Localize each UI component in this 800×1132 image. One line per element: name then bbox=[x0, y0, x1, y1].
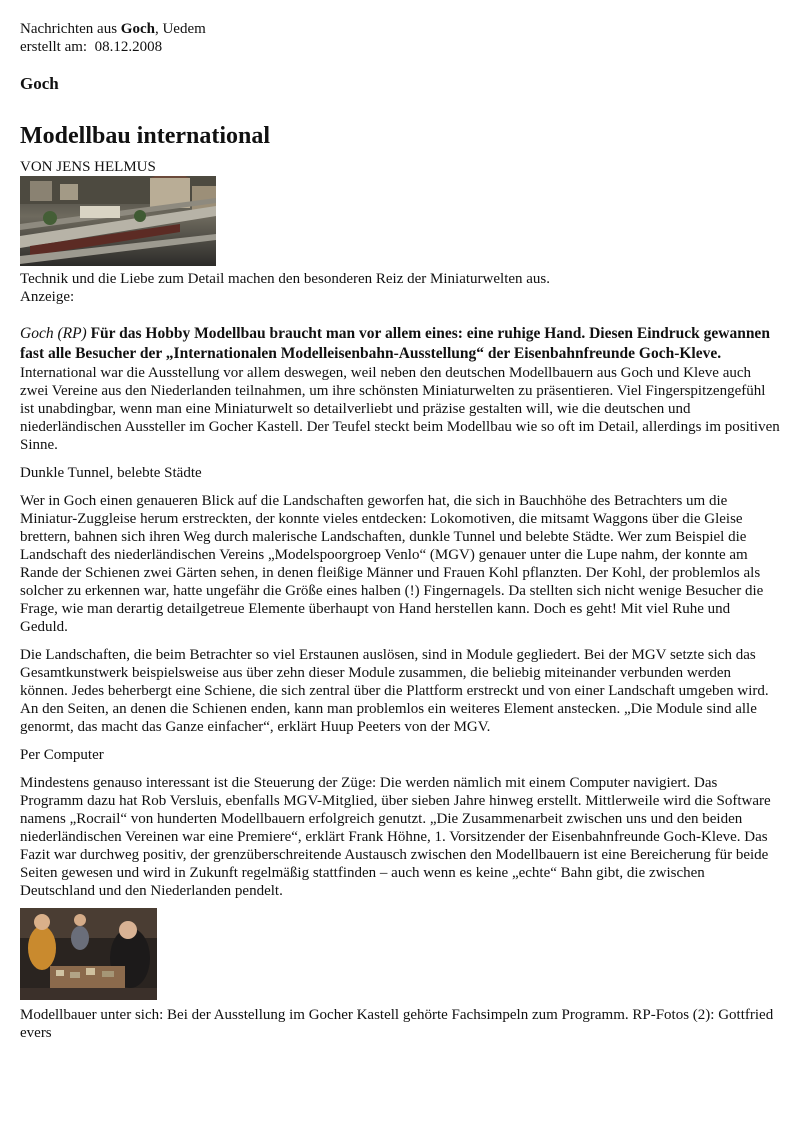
paragraph-2: Wer in Goch einen genaueren Blick auf die Landschaften geworfen hat, die sich in Bauchhöhe des Betrachters um die Miniatur-Zuggleise herum erstreckten, der konnte vieles entdecken: Lokomotiven, die mitsamt Waggons über die Gleise brettern, bahnen sich ihren Weg durch malerische Landschaften, dunkle Tunnel und belebte Städte. Wer zum Beispiel die Landschaft des niederländischen Vereins „Modelspoorgroep Venlo“ (MGV) genauer unter die Lupe nahm, der konnte am Rande der Schienen zwei Gärten sehen, in denen fleißige Männer und Frauen Kohl pflanzten. Der Kohl, der problemlos als solcher zu erkennen war, hatte ungefähr die Größe eines halben (!) Fingernagels. Da stellten sich nicht wenige Besucher die Frage, wie man derartig detailgetreue Elemente überhaupt von Hand herstellen kann. Doch es geht! Mit viel Ruhe und Geduld. bbox=[20, 493, 764, 635]
subheading-2: Per Computer bbox=[20, 747, 104, 763]
section-title: Goch bbox=[20, 74, 59, 93]
created-line bbox=[20, 38, 780, 56]
lead-text: Für das Hobby Modellbau braucht man vor allem eines: eine ruhige Hand. Diesen Eindruck gewannen fast alle Besucher der „Internationalen Modelleisenbahn-Ausstellung“ der Eisenbahnfreunde Goch-Kleve. bbox=[20, 325, 770, 362]
paragraph-3: Die Landschaften, die beim Betrachter so viel Erstaunen auslösen, sind in Module gegliedert. Bei der MGV setzte sich das Gesamtkunstwerk beispielsweise aus über zehn dieser Module zusammen, die beliebig miteinander verbunden werden können. Jedes beherbergt eine Schiene, die sich zentral über die Plattform erstreckt und von einer Landschaft umgeben wird. An den Seiten, an denen die Schienen enden, kann man problemlos ein weiteres Element anstecken. „Die Module sind alle genormt, das macht das Ganze einfacher“, erklärt Huup Peeters von der MGV. bbox=[20, 647, 769, 735]
modellers-photo bbox=[20, 908, 157, 1000]
created-label: erstellt am: bbox=[20, 39, 88, 55]
article-lead bbox=[20, 324, 780, 364]
photo1-caption: Technik und die Liebe zum Detail machen den besonderen Reiz der Miniaturwelten aus. bbox=[20, 271, 551, 287]
source-line: Nachrichten aus Goch, Uedem bbox=[20, 21, 206, 37]
model-railway-photo bbox=[20, 176, 216, 266]
created-date: 08.12.2008 bbox=[94, 39, 163, 55]
source-city: Goch bbox=[120, 21, 155, 37]
ad-label: Anzeige: bbox=[20, 289, 75, 305]
paragraph-4: Mindestens genauso interessant ist die Steuerung der Züge: Die werden nämlich mit einem Computer navigiert. Das Programm dazu hat Rob Versluis, ebenfalls MGV-Mitglied, über sieben Jahre hinweg erstellt. Mittlerweile wird die Software namens „Rocrail“ von hunderten Modellbauern erfolgreich genutzt. „Die Zusammenarbeit zwischen uns und den beiden niederländischen Vereinen war eine Premiere“, erklärt Frank Höhne, 1. Vorsitzender der Eisenbahnfreunde Goch-Kleve. Das Fazit war durchweg positiv, der grenzüberschreitende Austausch zwischen den Modellbauern ist eine Bereicherung für beide Seiten gewesen und wird in Zukunft regelmäßig stattfinden – auch wenn es keine „echte“ Bahn gibt, die zwischen Deutschland und den Niederlanden pendelt. bbox=[20, 775, 771, 899]
photo2-caption: Modellbauer unter sich: Bei der Ausstellung im Gocher Kastell gehörte Fachsimpeln zum Programm. RP-Fotos (2): Gottfried evers bbox=[20, 1007, 774, 1041]
article-headline: Modellbau international bbox=[20, 123, 271, 149]
lead-place: Goch (RP) bbox=[20, 325, 87, 342]
subheading-1: Dunkle Tunnel, belebte Städte bbox=[20, 465, 202, 481]
paragraph-1: International war die Ausstellung vor allem deswegen, weil neben den deutschen Modellbauern aus Goch und Kleve auch zwei Vereine aus den Niederlanden teilnahmen, um ihre schönsten Miniaturwelten zu präsentieren. Viel Fingerspitzengefühl ist unabdingbar, wenn man eine Miniaturwelt so detailverliebt und präzise gestalten will, wie die deutschen und niederländischen Aussteller im Gocher Kastell. Der Teufel steckt beim Modellbau wie so oft im Detail, allerdings im positiven Sinne. bbox=[20, 365, 780, 453]
byline: VON JENS HELMUS bbox=[20, 159, 156, 175]
